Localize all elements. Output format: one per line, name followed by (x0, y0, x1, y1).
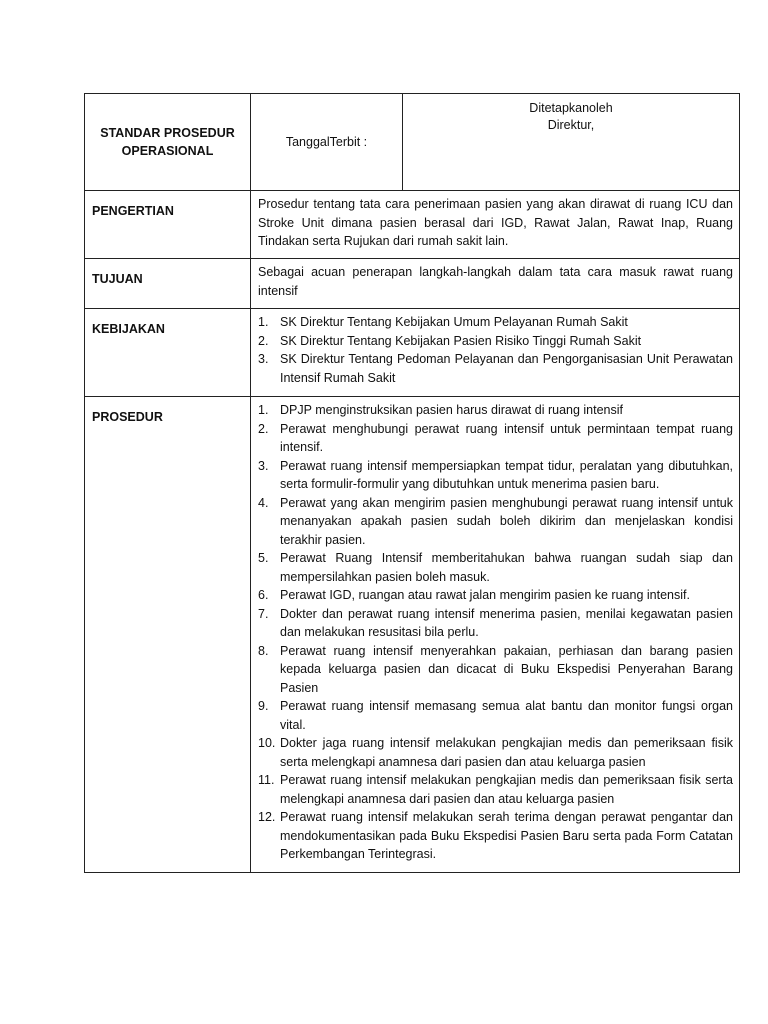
list-item-text: SK Direktur Tentang Kebijakan Umum Pelayanan Rumah Sakit (280, 315, 628, 329)
list-item (258, 457, 733, 494)
list-item-number: 1. (258, 315, 269, 329)
list-item (258, 734, 733, 771)
approval-cell (403, 94, 740, 191)
list-item-number: 12. (258, 810, 276, 824)
list-item-number: 11. (258, 773, 275, 787)
list-item-number: 3. (258, 458, 269, 473)
list-item (258, 332, 733, 351)
list-item (258, 350, 733, 387)
list-item (258, 494, 733, 550)
list-item-text: Perawat yang akan mengirim pasien menghubungi perawat ruang intensif untuk menanyakan apakah pasien sudah boleh dikirim dan menjelaskan kondisi terakhir pasien. (280, 495, 733, 547)
list-item-number: 7. (258, 606, 269, 621)
list-item-text: SK Direktur Tentang Pedoman Pelayanan dan Pengorganisasian Unit Perawatan Intensif Rumah Sakit (280, 352, 733, 385)
row-pengertian (85, 191, 740, 259)
list-item (258, 586, 733, 605)
kebijakan-list (258, 313, 733, 387)
title-line-1: STANDAR PROSEDUR (100, 126, 235, 140)
approval-line-2: Direktur, (547, 118, 595, 132)
list-item-number: 10. (258, 736, 276, 750)
section-text-pengertian: Prosedur tentang tata cara penerimaan pasien yang akan dirawat di ruang ICU dan Stroke Unit dimana pasien berasal dari IGD, Rawat Jalan, Rawat Inap, Ruang Tindakan serta Rujukan dari rumah sakit lain. (251, 191, 740, 259)
list-item-text: Dokter jaga ruang intensif melakukan pengkajian medis dan pemeriksaan fisik serta melengkapi anamnesa dari pasien dan atau keluarga pasien (280, 736, 733, 769)
section-text-tujuan: Sebagai acuan penerapan langkah-langkah dalam tata cara masuk rawat ruang intensif (251, 259, 740, 309)
list-item-text: Perawat ruang intensif mempersiapkan tempat tidur, peralatan yang dibutuhkan, serta formulir-formulir yang dibutuhkan untuk menerima pasien baru. (280, 458, 733, 491)
list-item-text: Perawat ruang intensif melakukan pengkajian medis dan pemeriksaan fisik serta melengkapi anamnesa dari pasien dan atau keluarga pasien (280, 773, 733, 806)
list-item-number: 8. (258, 643, 269, 658)
list-item-text: Perawat ruang intensif melakukan serah terima dengan perawat pengantar dan mendokumentasikan pada Buku Ekspedisi Pasien Baru serta pada Form Catatan Perkembangan Terintegrasi. (280, 810, 733, 861)
sop-table (84, 93, 740, 873)
list-item-number: 1. (258, 403, 269, 417)
section-content-kebijakan (251, 309, 740, 397)
section-label-kebijakan: KEBIJAKAN (85, 309, 251, 397)
approval-line-1: Ditetapkanoleh (529, 101, 613, 115)
list-item-text: Perawat Ruang Intensif memberitahukan bahwa ruangan sudah siap dan mempersilahkan pasien boleh masuk. (280, 551, 733, 584)
title-line-2: OPERASIONAL (121, 144, 214, 158)
section-content-prosedur (251, 397, 740, 873)
date-issued-cell (251, 94, 403, 191)
list-item-number: 2. (258, 421, 269, 436)
list-item-number: 5. (258, 551, 269, 565)
prosedur-list (258, 401, 733, 864)
list-item-text: Dokter dan perawat ruang intensif menerima pasien, menilai kegawatan pasien dan melakukan resusitasi bila perlu. (280, 606, 733, 639)
list-item-number: 6. (258, 588, 269, 602)
list-item-number: 2. (258, 333, 269, 348)
list-item (258, 605, 733, 642)
list-item (258, 401, 733, 420)
list-item (258, 771, 733, 808)
list-item-text: DPJP menginstruksikan pasien harus dirawat di ruang intensif (280, 403, 624, 417)
list-item-number: 3. (258, 352, 269, 366)
list-item (258, 313, 733, 332)
list-item (258, 549, 733, 586)
row-prosedur (85, 397, 740, 873)
list-item-number: 9. (258, 699, 269, 713)
list-item-text: Perawat ruang intensif menyerahkan pakaian, perhiasan dan barang pasien kepada keluarga pasien dan dicacat di Buku Ekspedisi Penyerahan Barang Pasien (280, 643, 733, 695)
date-issued-label: TanggalTerbit : (285, 134, 368, 149)
list-item (258, 808, 733, 864)
list-item-text: Perawat ruang intensif memasang semua alat bantu dan monitor fungsi organ vital. (280, 699, 733, 732)
section-label-prosedur: PROSEDUR (85, 397, 251, 873)
list-item (258, 420, 733, 457)
document-title (85, 94, 251, 191)
row-tujuan (85, 259, 740, 309)
list-item-number: 4. (258, 495, 269, 510)
section-label-tujuan: TUJUAN (85, 259, 251, 309)
list-item-text: SK Direktur Tentang Kebijakan Pasien Risiko Tinggi Rumah Sakit (280, 333, 642, 348)
list-item-text: Perawat IGD, ruangan atau rawat jalan mengirim pasien ke ruang intensif. (280, 588, 690, 602)
section-label-pengertian: PENGERTIAN (85, 191, 251, 259)
row-kebijakan (85, 309, 740, 397)
list-item (258, 697, 733, 734)
header-row (85, 94, 740, 191)
list-item (258, 642, 733, 698)
list-item-text: Perawat menghubungi perawat ruang intensif untuk permintaan tempat ruang intensif. (280, 421, 733, 454)
